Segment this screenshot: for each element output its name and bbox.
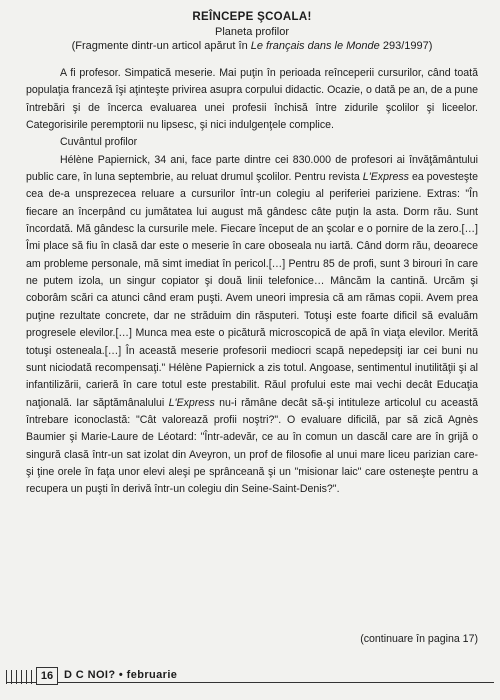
body-text-a: Hélène Papiernick, 34 ani, face parte dintre cei 830.000 de profesori ai învăţământului public care, în luna septembrie, au reluat drumul şcolilor. Pentru revista xyxy=(26,153,478,184)
continuation-note: (continuare în pagina 17) xyxy=(360,633,478,645)
article-source xyxy=(26,39,478,53)
article-title: REÎNCEPE ŞCOALA! xyxy=(192,11,312,23)
body-text-c: nu-i rămâne decât să-şi intituleze articolul cu această întrebare iconoclastă: "Cât valorează profii noştri?". O evaluare dificilă, par să zică Agnès Baumier şi Marie-Laure de Léotard: "Într-adevăr, ce au în comun un dascăl care are în grijă o singură clasă într-un sat izolat din Aveyron, un prof de filosofie al unui mare liceu parizian care-şi ţine orele în faţa unor elevi aleşi pe sprânceană şi un "misionar laic" care osteneşte pentru a recupera un puşti în derivă într-un colegiu din Seine-Saint-Denis?". xyxy=(26,396,478,496)
body-text-b: ea povesteşte cea de-a unsprezecea reluare a cursurilor într-un colegiu al periferiei pariziene. Extras: "În fiecare an încerpând cu jumătatea lui august mă gândesc câte puţin la asta. Dorm rău. Sunt încordată. Mă gândesc la cursurile mele. Fiecare început de an şcolar e o pornire de la zero.[…] Îmi place să fiu în clasă dar este o meserie în care oboseala nu iartă. Când dorm rău, deoarece am probleme personale, mă simt imediat în pericol.[…] Pentru 85 de profi, sunt 3 birouri în care ne putem izola, un singur copiator şi două linii telefonice… Mâncăm la cantină. Urcăm şi coborâm scări ca atunci când eram puşti. Avem uneori impresia că am rămas copii. Avem prea puţine rezultate concrete, dar ne străduim din răsputeri. Totuşi este foarte dificil să evaluăm progresele elevilor.[…] Munca mea este o picătură microscopică de apă în viaţa elevilor. Merită totuşi osteneala.[…] În această meserie profesorii mediocri scapă nepedepsiţi iar cei buni nu sunt niciodată recompensaţi." Hélène Papiernick a zis totul. Angoase, sentimentul inutilităţii şi al infantilizării, carieră în care totul este prestabilit. Răul profului este mai vechi decât Educaţia naţională. Iar săptămânalului xyxy=(26,171,478,409)
article-subtitle: Planeta profilor xyxy=(215,26,289,38)
section-heading: Cuvântul profilor xyxy=(60,136,138,149)
source-publication: Le français dans le Monde xyxy=(250,40,380,52)
body-paragraph xyxy=(26,152,478,499)
source-prefix: (Fragmente dintr-un articol apărut în xyxy=(71,40,251,52)
page-number: 16 xyxy=(36,667,58,685)
page-footer xyxy=(0,666,500,692)
source-suffix: 293/1997) xyxy=(379,40,433,52)
footer-rule xyxy=(6,682,494,683)
magazine-name: L'Express xyxy=(362,171,409,184)
footer-label: D C NOI? • februarie xyxy=(64,669,178,681)
footer-ruler-icon xyxy=(6,670,36,684)
intro-paragraph: A fi profesor. Simpatică meserie. Mai puţin în perioada reînceperii cursurilor, când toată populaţia franceză îşi aţinteşte privirea asupra corpului didactic. Ocazie, o dată pe an, de a pune întrebări şi de încerca evaluarea unei profesii închisă între zidurile şcolilor şi liceelor. Categorisirile peremptorii nu lipsesc, şi nici indulgenţele complice. xyxy=(26,67,478,132)
magazine-name-2: L'Express xyxy=(168,396,215,409)
